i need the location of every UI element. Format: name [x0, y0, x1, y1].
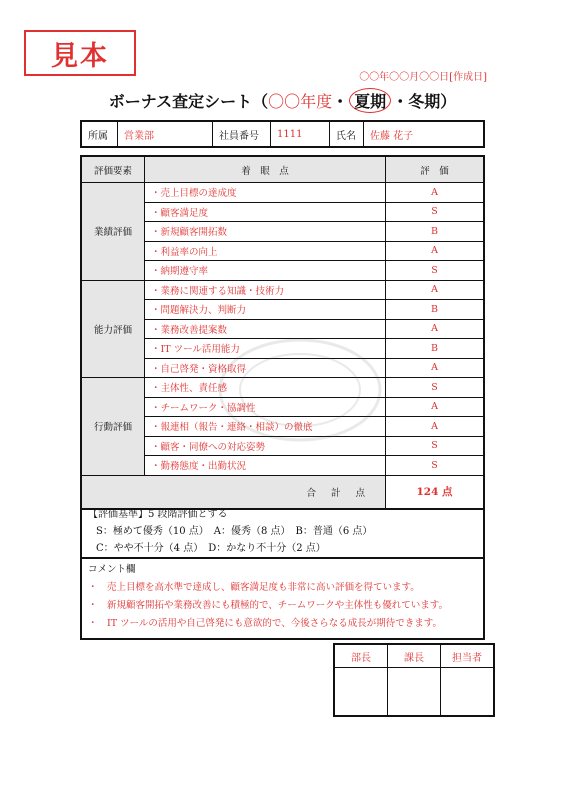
item-score: S — [386, 202, 485, 222]
evaluation-table — [80, 155, 485, 510]
item-text: ・業務改善提案数 — [145, 319, 386, 339]
comment-heading: コメント欄 — [88, 564, 136, 575]
approval-header-row — [334, 644, 494, 668]
approval-head-manager: 部長 — [334, 644, 388, 668]
criteria-line-2: S：極めて優秀（10 点） A：優秀（8 点） B：普通（6 点） — [96, 526, 373, 537]
approval-stamp-cell — [441, 668, 495, 717]
item-text: ・報連相（報告・連絡・相談）の徹底 — [145, 417, 386, 437]
comment-item: ・ 売上目標を高水準で達成し、顧客満足度も非常に高い評価を得ています。 — [88, 582, 420, 593]
item-score: A — [386, 397, 485, 417]
comment-item: ・ IT ツールの活用や自己啓発にも意欲的で、今後さらなる成長が期待できます。 — [88, 618, 442, 629]
comment-box — [80, 557, 485, 640]
approval-stamp-cell — [334, 668, 388, 717]
item-score: A — [386, 280, 485, 300]
empno-label: 社員番号 — [213, 122, 271, 146]
approval-stamp-table — [333, 643, 495, 717]
evaluation-criteria — [80, 502, 485, 561]
item-text: ・業務に関連する知識・技術力 — [145, 280, 386, 300]
item-text: ・新規顧客開拓数 — [145, 222, 386, 242]
title-sep-1: ・ — [332, 92, 349, 111]
header-focus: 着 眼 点 — [145, 156, 386, 183]
item-text: ・主体性、責任感 — [145, 378, 386, 398]
dept-value: 営業部 — [118, 122, 213, 146]
sample-stamp: 見本 — [24, 30, 136, 76]
table-row — [81, 280, 484, 300]
item-score: S — [386, 456, 485, 476]
approval-head-staff: 担当者 — [441, 644, 495, 668]
item-score: A — [386, 183, 485, 203]
category-behavior: 行動評価 — [81, 378, 145, 476]
creation-date: 〇〇年〇〇月〇〇日[作成日] — [359, 72, 487, 83]
page-title — [0, 88, 565, 113]
item-text: ・顧客・同僚への対応姿勢 — [145, 436, 386, 456]
employee-info-row — [80, 120, 485, 148]
item-score: B — [386, 339, 485, 359]
item-text: ・顧客満足度 — [145, 202, 386, 222]
total-value: 124 点 — [386, 475, 485, 509]
criteria-line-3: C：やや不十分（4 点） D：かなり不十分（2 点） — [96, 543, 326, 554]
table-row — [81, 183, 484, 203]
approval-stamp-row — [334, 668, 494, 717]
name-value: 佐藤 花子 — [370, 130, 414, 142]
item-text: ・売上目標の達成度 — [145, 183, 386, 203]
criteria-line-1: 【評価基準】5 段階評価とする — [88, 509, 228, 520]
item-text: ・IT ツール活用能力 — [145, 339, 386, 359]
approval-head-section-chief: 課長 — [388, 644, 441, 668]
dept-label: 所属 — [82, 122, 118, 146]
item-score: A — [386, 417, 485, 437]
item-score: S — [386, 261, 485, 281]
title-prefix: ボーナス査定シート（ — [108, 92, 269, 111]
item-score: S — [386, 378, 485, 398]
item-text: ・チームワーク・協調性 — [145, 397, 386, 417]
table-row — [81, 378, 484, 398]
category-performance: 業績評価 — [81, 183, 145, 281]
item-score: B — [386, 222, 485, 242]
item-score: A — [386, 358, 485, 378]
title-winter: 冬期） — [408, 92, 457, 111]
total-label: 合 計 点 — [81, 475, 386, 509]
category-ability: 能力評価 — [81, 280, 145, 378]
title-year: 〇〇年度 — [268, 92, 333, 111]
approval-stamp-cell — [388, 668, 441, 717]
comment-item: ・ 新規顧客開拓や業務改善にも積極的で、チームワークや主体性も優れています。 — [88, 600, 449, 611]
item-text: ・自己啓発・資格取得 — [145, 358, 386, 378]
title-sep-2: ・ — [392, 92, 409, 111]
item-score: A — [386, 319, 485, 339]
title-summer-circled: 夏期 — [349, 88, 391, 113]
header-category: 評価要素 — [81, 156, 145, 183]
item-text: ・問題解決力、判断力 — [145, 300, 386, 320]
item-score: B — [386, 300, 485, 320]
table-header-row — [81, 156, 484, 183]
item-score: S — [386, 436, 485, 456]
item-text: ・勤務態度・出勤状況 — [145, 456, 386, 476]
header-rating: 評 価 — [386, 156, 485, 183]
name-label: 氏名 — [330, 122, 364, 146]
item-score: A — [386, 241, 485, 261]
item-text: ・納期遵守率 — [145, 261, 386, 281]
empno-value: 1111 — [271, 122, 330, 146]
item-text: ・利益率の向上 — [145, 241, 386, 261]
